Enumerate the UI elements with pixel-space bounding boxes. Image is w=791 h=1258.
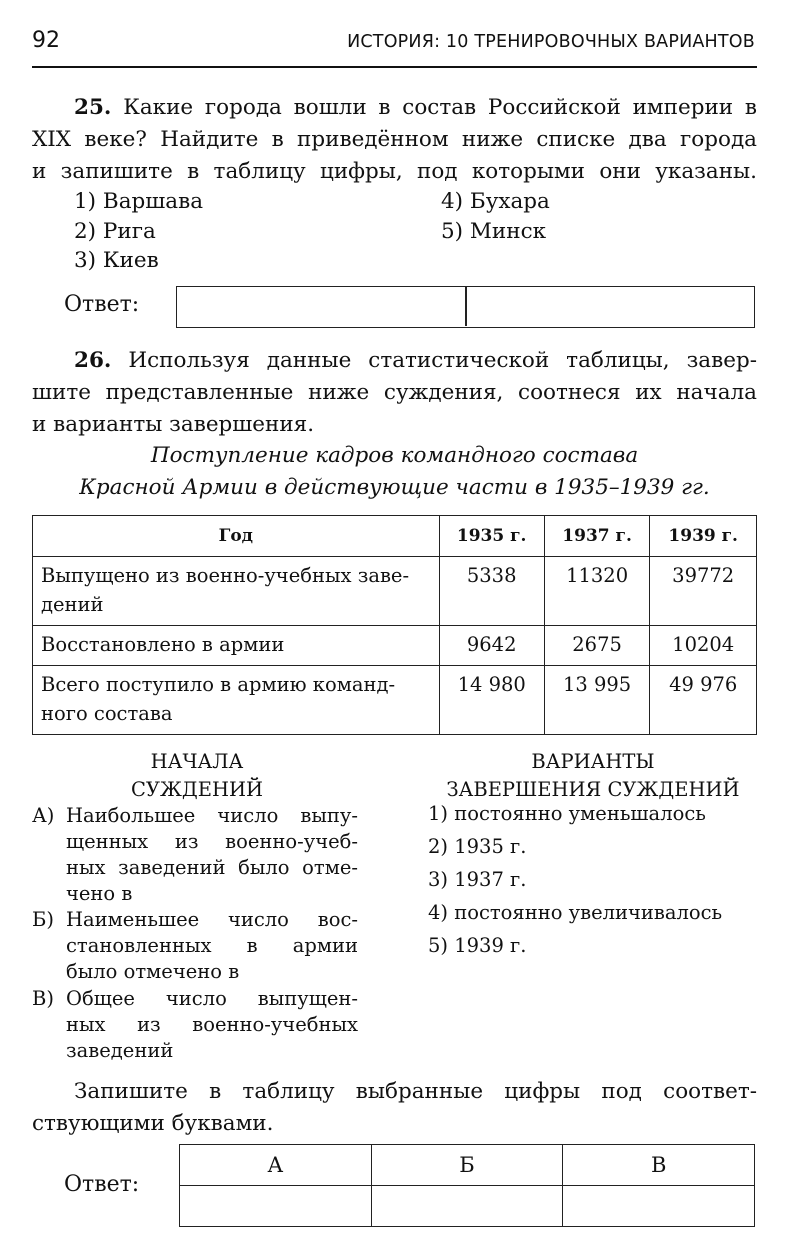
- question-25-line-3: и запишите в таблицу цифры, под которыми они указаны.: [32, 159, 757, 184]
- ending-4: 4) постоянно увеличивалось: [428, 901, 723, 924]
- question-26-line-2: шите представленные ниже суждения, соотнеся их начала: [32, 380, 757, 405]
- option-3: 3) Киев: [74, 248, 159, 273]
- statistics-table: [32, 515, 757, 735]
- cell-value: 9642: [439, 626, 544, 666]
- answer-header-row: [180, 1145, 755, 1186]
- answer-cell-v[interactable]: [563, 1186, 755, 1227]
- ending-2: 2) 1935 г.: [428, 835, 527, 858]
- question-25-line-2: XIX веке? Найдите в приведённом ниже списке два города: [32, 127, 757, 152]
- cell-value: 13 995: [544, 666, 650, 735]
- page-number: 92: [32, 28, 60, 53]
- table-row: [33, 666, 757, 735]
- row-label: Восстановлено в армии: [33, 626, 440, 666]
- question-26-answer-label: Ответ:: [64, 1172, 140, 1197]
- question-25-answer-box: [176, 286, 755, 328]
- ending-1: 1) постоянно уменьшалось: [428, 802, 706, 825]
- table-row: [33, 626, 757, 666]
- beginnings-title: НАЧАЛА СУЖДЕНИЙ: [130, 750, 264, 801]
- question-26-line-1: 26. Используя данные статистической таблицы, завер-: [74, 348, 757, 373]
- answer-cell-1[interactable]: [177, 287, 465, 326]
- beginning-a: А) Наибольшее число выпу- щенных из военно-учеб- ных заведений было отме- чено в: [32, 804, 358, 905]
- answer-cell-b[interactable]: [371, 1186, 563, 1227]
- instruction-line-2: ствующими буквами.: [32, 1111, 274, 1136]
- endings-title: ВАРИАНТЫ ЗАВЕРШЕНИЯ СУЖДЕНИЙ: [446, 750, 740, 801]
- instruction: [32, 1076, 757, 1140]
- row-label: Всего поступило в армию команд- ного состава: [33, 666, 440, 735]
- ending-3: 3) 1937 г.: [428, 868, 527, 891]
- question-25-line-1: 25. Какие города вошли в состав Российской империи в: [74, 95, 757, 120]
- endings-list: [428, 797, 758, 962]
- cell-value: 11320: [544, 557, 650, 626]
- table-header-year: Год: [33, 516, 440, 557]
- table-caption-line-2: Красной Армии в действующие части в 1935–1939 гг.: [79, 475, 710, 500]
- header-rule: [32, 66, 757, 68]
- table-header-1939: 1939 г.: [650, 516, 757, 557]
- answer-header-a: А: [180, 1145, 372, 1186]
- cell-value: 49 976: [650, 666, 757, 735]
- question-26-line-3: и варианты завершения.: [32, 412, 315, 437]
- table-header-1935: 1935 г.: [439, 516, 544, 557]
- question-25-options-left: [74, 187, 203, 276]
- answer-header-v: В: [563, 1145, 755, 1186]
- beginning-b: Б) Наименьшее число вос- становленных в армии было отмечено в: [32, 908, 358, 983]
- option-1: 1) Варшава: [74, 189, 204, 214]
- answer-header-b: Б: [371, 1145, 563, 1186]
- table-row: [33, 557, 757, 626]
- cell-value: 10204: [650, 626, 757, 666]
- cell-value: 2675: [544, 626, 650, 666]
- answer-input-row: [180, 1186, 755, 1227]
- option-4: 4) Бухара: [441, 189, 550, 214]
- question-25-options-right: [441, 187, 550, 246]
- ending-5: 5) 1939 г.: [428, 934, 527, 957]
- table-header-row: [33, 516, 757, 557]
- running-title: ИСТОРИЯ: 10 ТРЕНИРОВОЧНЫХ ВАРИАНТОВ: [347, 32, 755, 52]
- cell-value: 14 980: [439, 666, 544, 735]
- question-26-answer-table: [179, 1144, 755, 1227]
- table-header-1937: 1937 г.: [544, 516, 650, 557]
- option-5: 5) Минск: [441, 218, 547, 244]
- row-label: Выпущено из военно-учебных заве- дений: [33, 557, 440, 626]
- cell-value: 39772: [650, 557, 757, 626]
- option-2: 2) Рига: [74, 218, 156, 244]
- cell-value: 5338: [439, 557, 544, 626]
- answer-cell-a[interactable]: [180, 1186, 372, 1227]
- question-26-number: 26.: [74, 348, 112, 373]
- table-caption-line-1: Поступление кадров командного состава: [150, 443, 639, 468]
- answer-cell-2[interactable]: [467, 287, 753, 326]
- question-26: [32, 345, 757, 441]
- question-25-number: 25.: [74, 95, 112, 120]
- instruction-line-1: Запишите в таблицу выбранные цифры под соответ-: [74, 1079, 757, 1104]
- question-25-answer-label: Ответ:: [64, 292, 140, 317]
- question-25: [32, 92, 757, 188]
- beginning-v: В) Общее число выпущен- ных из военно-учебных заведений: [32, 987, 358, 1062]
